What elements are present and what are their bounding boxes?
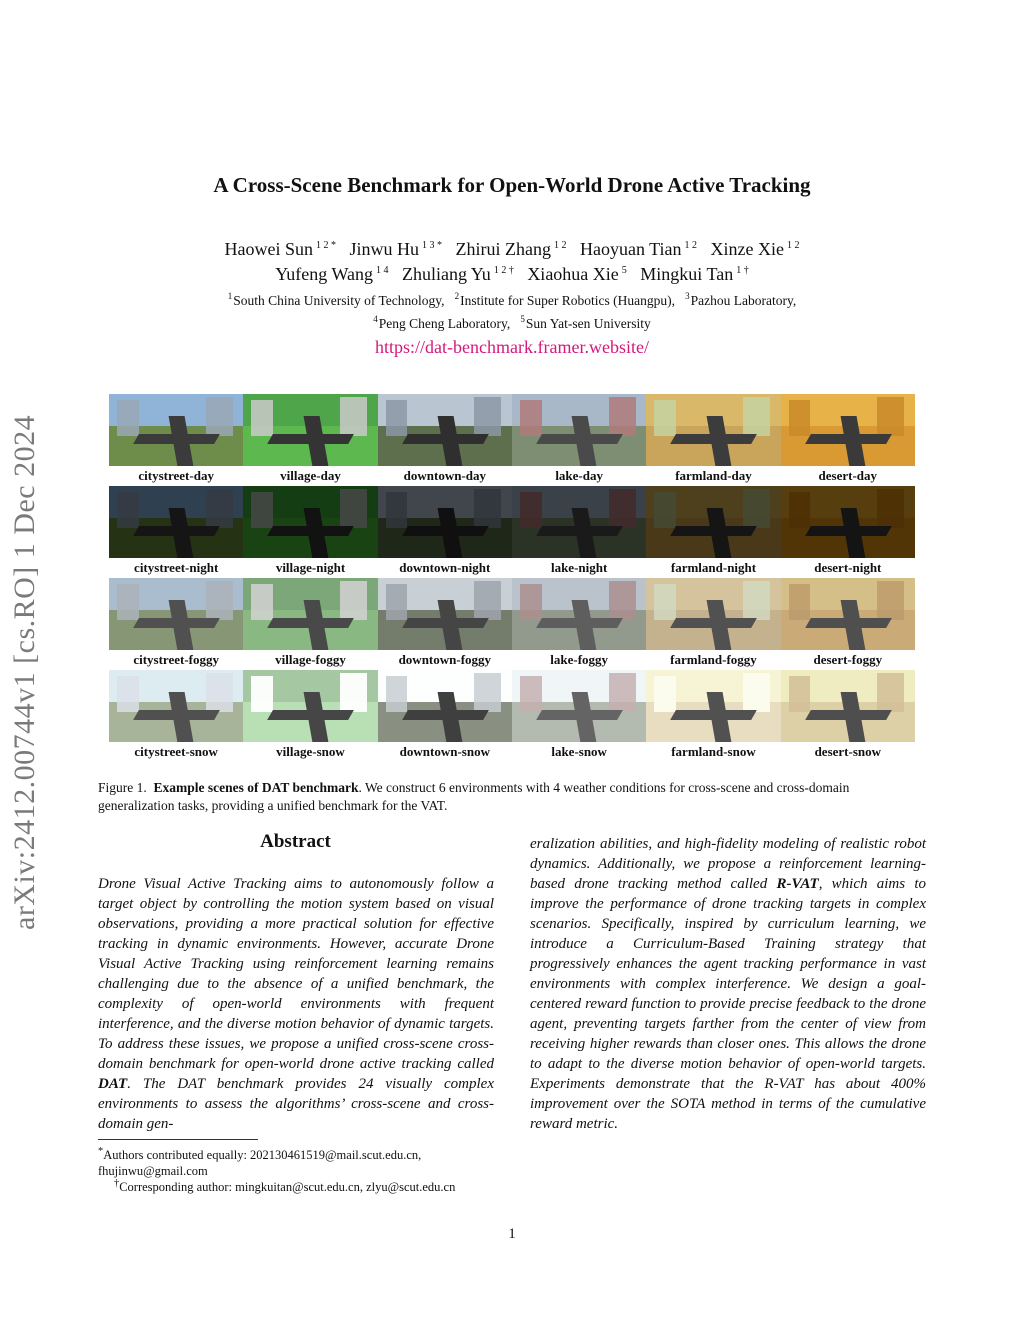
- scene-cell: [378, 578, 512, 670]
- scene-thumbnail: [378, 670, 512, 742]
- scene-thumbnail: [781, 670, 915, 742]
- author-line-2: [0, 264, 1024, 285]
- affiliation: $^1$South China University of Technology,: [227, 291, 445, 308]
- scene-cell: [109, 394, 243, 486]
- scene-cell: [378, 486, 512, 578]
- scene-cell: [646, 394, 780, 486]
- scene-label: downtown-day: [403, 468, 486, 483]
- dat-term: DAT: [98, 1076, 128, 1092]
- scene-label: desert-day: [818, 468, 878, 483]
- scene-label: lake-night: [550, 560, 608, 575]
- scene-label: village-snow: [276, 744, 345, 759]
- scene-cell: [243, 578, 377, 670]
- figure-1-scene-grid: [109, 394, 915, 762]
- scene-thumbnail: [243, 670, 377, 742]
- scene-thumbnail: [243, 578, 377, 650]
- affiliation: $^2$Institute for Super Robotics (Huangpu),: [454, 291, 676, 308]
- affiliations-line-1: [0, 291, 1024, 309]
- scene-thumbnail: [646, 394, 780, 466]
- figure-row: [109, 670, 915, 762]
- abstract-left-column: Drone Visual Active Tracking aims to autonomously follow a target object by controlling the motion system based on visual observations, providing a more practical solution for effective tracking in dynamic environments. However, accurate Drone Visual Active Tracking using reinforcement learning remains challenging due to the absence of a unified benchmark, the complexity of open-world environments with frequent interference, and the diverse motion behavior of dynamic targets. To address these issues, we propose a unified cross-scene cross-domain benchmark for open-world drone active tracking called DAT. The DAT benchmark provides 24 visually complex environments to assess the algorithms’ cross-scene and cross-domain gen-: [98, 876, 494, 1132]
- footnote-divider: [98, 1139, 258, 1140]
- scene-label: village-foggy: [275, 652, 346, 667]
- scene-thumbnail: [109, 578, 243, 650]
- scene-label: farmland-day: [675, 468, 752, 483]
- author: Zhirui Zhang $^{1 2}$: [455, 239, 567, 259]
- affiliation: $^3$Pazhou Laboratory,: [685, 291, 797, 308]
- affiliation: $^5$Sun Yat-sen University: [520, 314, 651, 331]
- scene-label: lake-foggy: [550, 652, 609, 667]
- scene-label: citystreet-foggy: [133, 652, 219, 667]
- project-url-link[interactable]: https://dat-benchmark.framer.website/: [375, 337, 649, 357]
- scene-label: village-day: [280, 468, 341, 483]
- page-number: 1: [508, 1226, 516, 1242]
- scene-cell: [512, 670, 646, 762]
- abstract-heading: Abstract: [260, 831, 331, 852]
- figure-caption-bold: Example scenes of DAT benchmark: [153, 780, 359, 795]
- scene-cell: [512, 578, 646, 670]
- scene-cell: [781, 394, 915, 486]
- scene-cell: [646, 486, 780, 578]
- scene-thumbnail: [646, 486, 780, 558]
- figure-caption: Figure 1. Example scenes of DAT benchmark. We construct 6 environments with 4 weather conditions for cross-scene and cross-domain generalization tasks, providing a unified benchmark for the VAT.: [98, 780, 850, 813]
- scene-label: farmland-foggy: [670, 652, 757, 667]
- scene-thumbnail: [109, 486, 243, 558]
- scene-thumbnail: [781, 486, 915, 558]
- scene-label: downtown-night: [399, 560, 491, 575]
- scene-label: desert-snow: [814, 744, 882, 759]
- scene-cell: [243, 394, 377, 486]
- scene-cell: [512, 486, 646, 578]
- figure-row: [109, 394, 915, 486]
- rvat-term: R-VAT: [776, 876, 819, 892]
- scene-label: citystreet-snow: [134, 744, 218, 759]
- scene-label: farmland-night: [670, 560, 757, 575]
- scene-label: downtown-foggy: [398, 652, 492, 667]
- scene-thumbnail: [646, 670, 780, 742]
- affiliations-line-2: [0, 314, 1024, 332]
- scene-thumbnail: [109, 394, 243, 466]
- scene-thumbnail: [781, 394, 915, 466]
- scene-label: desert-night: [814, 560, 882, 575]
- scene-cell: [646, 578, 780, 670]
- figure-row: [109, 486, 915, 578]
- affiliation: $^4$Peng Cheng Laboratory,: [373, 314, 511, 331]
- scene-thumbnail: [646, 578, 780, 650]
- author: Jinwu Hu $^{1 3 *}$: [349, 239, 443, 259]
- scene-thumbnail: [243, 394, 377, 466]
- scene-thumbnail: [109, 670, 243, 742]
- scene-cell: [378, 394, 512, 486]
- author: Xiaohua Xie $^5$: [527, 264, 627, 284]
- abstract-right-column: eralization abilities, and high-fidelity modeling of realistic robot dynamics. Additionally, we propose a reinforcement learning-based drone tracking method called R-VAT, which aims to improve the performance of drone tracking targets in complex scenarios. Specifically, inspired by curriculum learning, we introduce a Curriculum-Based Training strategy that progressively enhances the agent tracking performance in vast environments with complex interference. We design a goal-centered reward function to provide precise feedback to the drone agent, preventing targets farther from the center of view from receiving higher rewards than closer ones. This allows the drone to adapt to the diverse motion behavior of open-world targets. Experiments demonstrate that the R-VAT has about 400% improvement over the SOTA method in terms of the cumulative reward metric.: [530, 836, 926, 1132]
- scene-cell: [243, 486, 377, 578]
- scene-label: lake-day: [555, 468, 603, 483]
- scene-thumbnail: [378, 578, 512, 650]
- author: Haowei Sun $^{1 2 *}$: [224, 239, 336, 259]
- author: Haoyuan Tian $^{1 2}$: [580, 239, 698, 259]
- author: Xinze Xie $^{1 2}$: [710, 239, 800, 259]
- footnote-corresponding-author: †Corresponding author: mingkuitan@scut.edu.cn, zlyu@scut.edu.cn: [114, 1178, 456, 1195]
- scene-thumbnail: [781, 578, 915, 650]
- scene-thumbnail: [512, 394, 646, 466]
- author: Mingkui Tan $^{1 \dagger}$: [640, 264, 749, 284]
- scene-cell: [243, 670, 377, 762]
- scene-label: desert-foggy: [813, 652, 883, 667]
- scene-thumbnail: [512, 670, 646, 742]
- scene-label: downtown-snow: [399, 744, 490, 759]
- scene-cell: [109, 486, 243, 578]
- scene-label: farmland-snow: [671, 744, 756, 759]
- footnote-equal-contribution: *Authors contributed equally: 202130461519@mail.scut.edu.cn, fhujinwu@gmail.com: [98, 1146, 422, 1179]
- author: Zhuliang Yu $^{1 2 \dagger}$: [401, 264, 514, 284]
- scene-thumbnail: [512, 578, 646, 650]
- scene-thumbnail: [512, 486, 646, 558]
- figure-row: [109, 578, 915, 670]
- scene-cell: [109, 578, 243, 670]
- scene-cell: [512, 394, 646, 486]
- scene-thumbnail: [243, 486, 377, 558]
- scene-label: citystreet-night: [134, 560, 219, 575]
- scene-thumbnail: [378, 486, 512, 558]
- scene-cell: [781, 670, 915, 762]
- scene-cell: [781, 578, 915, 670]
- scene-label: village-night: [275, 560, 346, 575]
- scene-cell: [781, 486, 915, 578]
- scene-cell: [646, 670, 780, 762]
- scene-label: lake-snow: [551, 744, 607, 759]
- scene-cell: [109, 670, 243, 762]
- author: Yufeng Wang $^{1 4}$: [275, 264, 389, 284]
- paper-title: A Cross-Scene Benchmark for Open-World Drone Active Tracking: [213, 173, 811, 197]
- scene-cell: [378, 670, 512, 762]
- scene-label: citystreet-day: [138, 468, 214, 483]
- scene-thumbnail: [378, 394, 512, 466]
- author-line-1: [0, 239, 1024, 260]
- arxiv-identifier: arXiv:2412.00744v1 [cs.RO] 1 Dec 2024: [8, 414, 41, 930]
